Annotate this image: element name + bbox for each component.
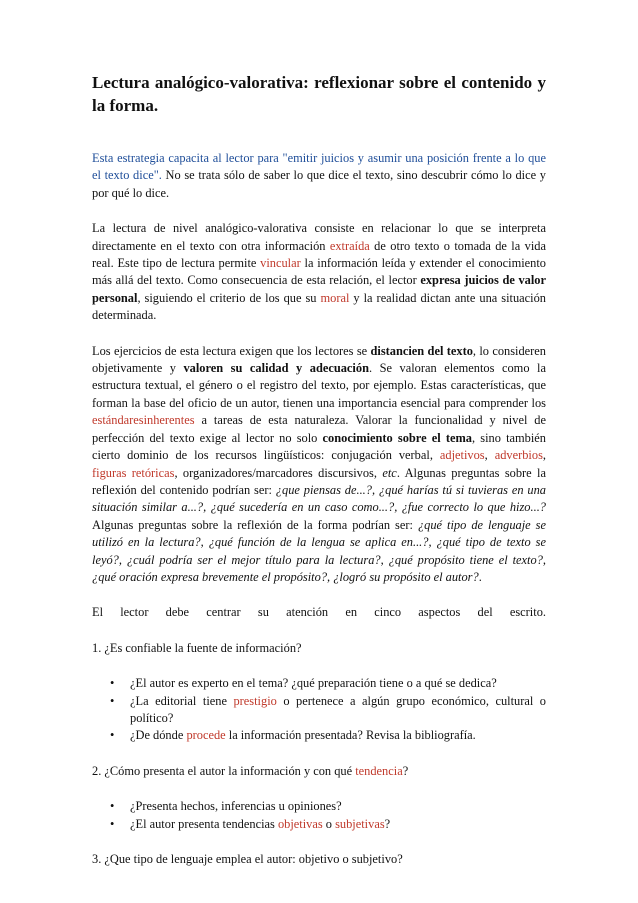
text: o pertenece a algún grupo económico, cultural o político? xyxy=(130,693,546,725)
paragraph-five-aspects: El lector debe centrar su atención en cinco aspectos del escrito. xyxy=(92,605,546,620)
highlight-word[interactable]: tendencia xyxy=(355,763,403,778)
highlight-word[interactable]: vincular xyxy=(260,256,301,271)
list-item: • ¿Presenta hechos, inferencias u opiniones? xyxy=(130,798,546,815)
text: , organizadores/marcadores discursivos, xyxy=(174,465,383,480)
list-item xyxy=(130,693,546,728)
text: , xyxy=(484,448,495,463)
bold-text: conocimiento sobre el tema xyxy=(322,430,472,445)
highlight-word[interactable]: adjetivos xyxy=(439,448,485,463)
highlight-word[interactable]: figuras retóricas xyxy=(92,465,175,480)
text: , lo consideren objetivamente y xyxy=(92,343,547,376)
question-1-list xyxy=(92,675,546,745)
italic-text: etc xyxy=(382,465,397,480)
highlight-word[interactable]: extraída xyxy=(329,238,370,253)
intro-quote: Esta estrategia capacita al lector para "emitir juicios y asumir una posición frente a lo que el texto dice". xyxy=(92,151,546,183)
text: o xyxy=(322,816,336,831)
text: . Algunas preguntas sobre la reflexión del contenido podrían ser: xyxy=(92,465,546,497)
text: Algunas preguntas sobre la reflexión de la forma podrían ser: xyxy=(92,517,418,532)
highlight-word[interactable]: moral xyxy=(320,290,350,305)
text: . xyxy=(478,569,482,584)
intro-rest: No se trata sólo de saber lo que dice el texto, sino descubrir cómo lo dice y por qué lo dice. xyxy=(92,168,546,200)
text: 2. ¿Cómo presenta el autor la información y con qué xyxy=(92,763,356,778)
text: la información presentada? Revisa la bibliografía. xyxy=(225,728,476,743)
highlight-word[interactable]: estándaresinherentes xyxy=(92,413,195,428)
bold-text: expresa juicios de valor personal xyxy=(92,273,546,305)
list-item: • ¿El autor es experto en el tema? ¿qué preparación tiene o a qué se dedica? xyxy=(130,675,546,692)
text: ¿La editorial tiene xyxy=(130,693,234,708)
highlight-word[interactable]: objetivas xyxy=(277,816,323,831)
italic-text: ¿qué tipo de lenguaje se utilizó en la lectura?, ¿qué función de la lengua se aplica en...?, ¿qué tipo de texto se leyó?, ¿cuál podría ser el mejor título para la lectura?, ¿qué propósito tiene el texto?, ¿qué oración expresa brevemente el propósito?, ¿logró su propósito el autor? xyxy=(92,517,546,584)
text: Los ejercicios de esta lectura exigen que los lectores se xyxy=(92,343,371,358)
text: La lectura de nivel analógico-valorativa consiste en relacionar lo que se interpreta directamente en el texto con otra información xyxy=(92,221,546,253)
bold-text: valoren su calidad y adecuación xyxy=(183,361,369,376)
text: a tareas de esta naturaleza. Valorar la funcionalidad y nivel de perfección del texto exige al lector no solo xyxy=(92,413,546,445)
text: ? xyxy=(384,816,391,831)
highlight-word[interactable]: prestigio xyxy=(233,693,277,708)
text: ¿El autor presenta tendencias xyxy=(130,816,278,831)
question-3-title: 3. ¿Que tipo de lenguaje emplea el autor: objetivo o subjetivo? xyxy=(92,852,403,866)
list-item xyxy=(130,727,546,744)
text: y la realidad dictan ante una situación determinada. xyxy=(92,290,547,323)
text: , siguiendo el criterio de los que su xyxy=(137,290,321,305)
list-item xyxy=(130,816,546,833)
paragraph-exercises xyxy=(92,343,546,587)
text: ? xyxy=(402,763,409,778)
text: , xyxy=(542,448,546,463)
question-2-title xyxy=(92,763,546,780)
question-1-title: 1. ¿Es confiable la fuente de información? xyxy=(92,640,302,655)
text: de otro texto o tomada de la vida real. Este tipo de lectura permite xyxy=(92,238,546,271)
text: la información leída y extender el conocimiento más allá del texto. Como consecuencia de esta relación, el lector xyxy=(92,256,546,288)
text: . Se valoran elementos como la estructura textual, el género o el registro del texto, por ejemplo. Estas características, que forman la base del oficio de un autor, tienen una importancia esencial para comprender los xyxy=(92,361,546,410)
bold-text: distancien del texto xyxy=(370,343,473,358)
highlight-word[interactable]: adverbios xyxy=(494,448,543,463)
highlight-word[interactable]: subjetivas xyxy=(335,816,385,831)
paragraph-definition xyxy=(92,220,546,324)
text: ¿De dónde xyxy=(130,728,187,743)
question-2-list xyxy=(92,798,546,833)
text: , sino también cierto dominio de los recursos lingüísticos: conjugación verbal, xyxy=(92,430,546,463)
highlight-word[interactable]: procede xyxy=(186,728,226,743)
italic-text: ¿que piensas de...?, ¿qué harías tú si tuvieras en una situación similar a...?, ¿qué sucedería en un caso como...?, ¿fue correcto lo que hizo...? xyxy=(92,482,546,515)
paragraph-intro xyxy=(92,150,546,202)
document-title: Lectura analógico-valorativa: reflexionar sobre el contenido y la forma. xyxy=(92,73,546,115)
